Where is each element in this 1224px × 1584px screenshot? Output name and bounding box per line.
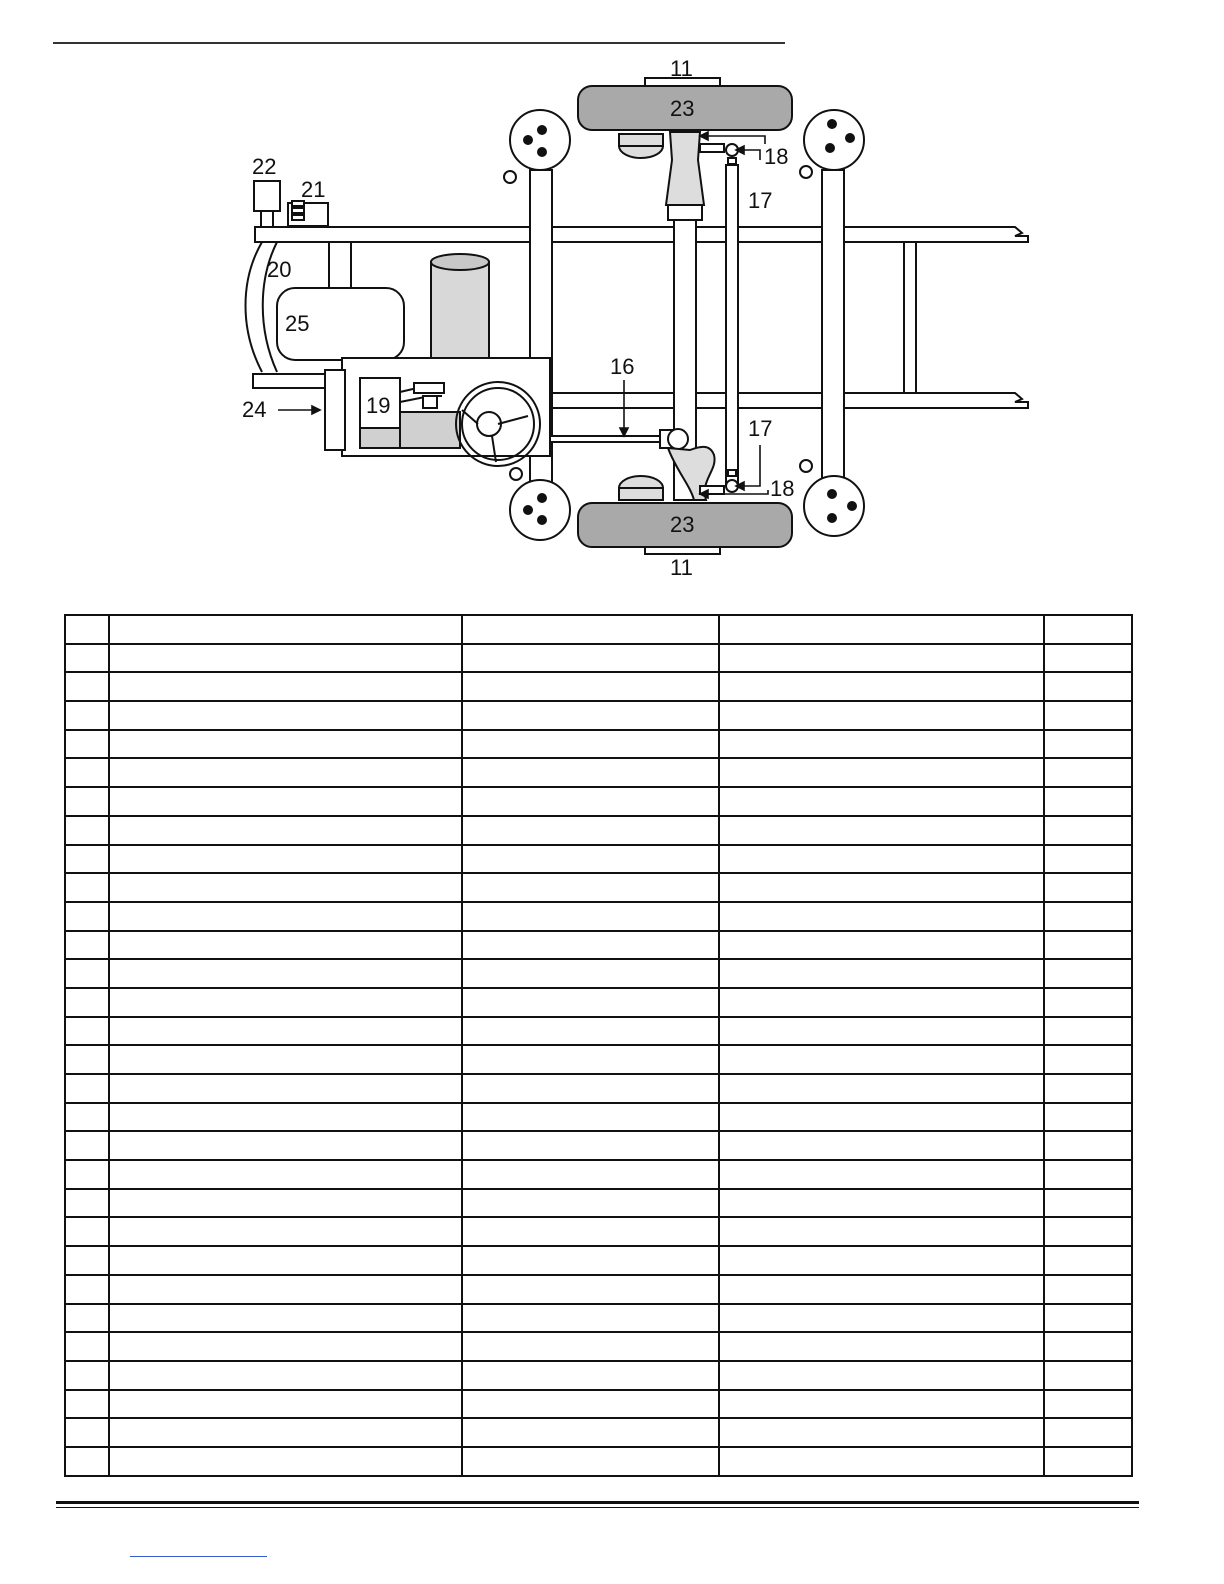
table-row (65, 758, 1132, 787)
table-cell (719, 1045, 1044, 1074)
table-cell (719, 1418, 1044, 1447)
table-row (65, 1418, 1132, 1447)
table-row (65, 1160, 1132, 1189)
table-cell (109, 988, 462, 1017)
table-cell (462, 845, 719, 874)
table-cell (462, 615, 719, 644)
table-cell (462, 988, 719, 1017)
callout-17-top: 17 (748, 188, 773, 213)
table-cell (65, 1160, 109, 1189)
callout-24: 24 (242, 397, 267, 422)
fuse-box (288, 201, 328, 226)
table-cell (65, 988, 109, 1017)
table-cell (719, 787, 1044, 816)
table-cell (719, 1246, 1044, 1275)
table-cell (719, 730, 1044, 759)
table-cell (462, 758, 719, 787)
table-cell (462, 730, 719, 759)
table-cell (109, 615, 462, 644)
battery (254, 181, 280, 227)
callout-16: 16 (610, 354, 635, 379)
callout-23-bottom: 23 (670, 512, 695, 537)
table-cell (462, 701, 719, 730)
table-row (65, 1189, 1132, 1218)
table-row (65, 873, 1132, 902)
table-row (65, 701, 1132, 730)
upper-knuckle (666, 132, 704, 220)
table-cell (462, 1246, 719, 1275)
table-cell (109, 1017, 462, 1046)
table-cell (719, 701, 1044, 730)
table-cell (719, 1275, 1044, 1304)
table-cell (109, 1160, 462, 1189)
table-cell (462, 1275, 719, 1304)
chassis-diagram (0, 0, 1224, 600)
table-cell (65, 816, 109, 845)
table-row (65, 816, 1132, 845)
table-cell (719, 1217, 1044, 1246)
table-cell (65, 959, 109, 988)
callout-17-bottom: 17 (748, 416, 773, 441)
table-cell (719, 845, 1044, 874)
table-cell (65, 1074, 109, 1103)
table-cell (65, 1246, 109, 1275)
callout-20: 20 (267, 257, 292, 282)
table-cell (719, 1017, 1044, 1046)
table-cell (462, 1160, 719, 1189)
table-row (65, 959, 1132, 988)
table-cell (109, 1390, 462, 1419)
table-cell (719, 615, 1044, 644)
footer-rule-thin (56, 1507, 1139, 1508)
table-cell (719, 1447, 1044, 1476)
table-cell (65, 787, 109, 816)
table-cell (65, 1390, 109, 1419)
grease-fitting-top (700, 144, 738, 164)
table-cell (65, 1361, 109, 1390)
table-cell (65, 1304, 109, 1333)
table-cell (462, 1103, 719, 1132)
table-cell (65, 845, 109, 874)
table-cell (65, 1045, 109, 1074)
table-row (65, 672, 1132, 701)
table-cell (1044, 672, 1132, 701)
footer-rule (56, 1501, 1139, 1504)
table-cell (109, 845, 462, 874)
table-cell (1044, 644, 1132, 673)
callout-19: 19 (366, 393, 391, 418)
table-cell (109, 1447, 462, 1476)
table-cell (109, 730, 462, 759)
table-row (65, 1131, 1132, 1160)
callout-18-top: 18 (764, 144, 789, 169)
table-cell (1044, 1217, 1132, 1246)
brake-drum-top (619, 134, 663, 158)
callout-18-bottom: 18 (770, 476, 795, 501)
table-cell (109, 873, 462, 902)
hub-rear-left (800, 110, 864, 178)
table-cell (65, 1103, 109, 1132)
table-cell (109, 959, 462, 988)
callout-25: 25 (285, 311, 310, 336)
table-row (65, 1361, 1132, 1390)
table-row (65, 787, 1132, 816)
table-cell (65, 931, 109, 960)
table-cell (65, 1447, 109, 1476)
parts-table (64, 614, 1133, 1477)
table-cell (109, 787, 462, 816)
table-cell (1044, 1418, 1132, 1447)
table-cell (719, 931, 1044, 960)
table-cell (1044, 1131, 1132, 1160)
callout-21: 21 (301, 177, 326, 202)
table-cell (1044, 1246, 1132, 1275)
table-cell (719, 1131, 1044, 1160)
table-cell (109, 672, 462, 701)
table-cell (109, 644, 462, 673)
callout-11-top: 11 (670, 56, 693, 81)
table-cell (65, 873, 109, 902)
table-cell (462, 1131, 719, 1160)
table-cell (109, 1074, 462, 1103)
table-cell (1044, 1447, 1132, 1476)
table-cell (109, 1131, 462, 1160)
table-cell (1044, 816, 1132, 845)
table-cell (462, 672, 719, 701)
table-row (65, 1045, 1132, 1074)
table-row (65, 1217, 1132, 1246)
table-cell (1044, 1390, 1132, 1419)
table-cell (109, 1217, 462, 1246)
table-cell (65, 1217, 109, 1246)
table-cell (462, 931, 719, 960)
table-cell (65, 1275, 109, 1304)
table-cell (65, 701, 109, 730)
table-row (65, 931, 1132, 960)
table-cell (462, 1304, 719, 1333)
table-cell (109, 701, 462, 730)
table-row (65, 1447, 1132, 1476)
table-row (65, 1390, 1132, 1419)
table-cell (462, 816, 719, 845)
table-row (65, 1017, 1132, 1046)
table-cell (462, 1217, 719, 1246)
table-cell (719, 1304, 1044, 1333)
table-cell (462, 902, 719, 931)
table-cell (719, 758, 1044, 787)
table-row (65, 845, 1132, 874)
table-cell (1044, 873, 1132, 902)
table-cell (462, 1361, 719, 1390)
table-row (65, 730, 1132, 759)
table-cell (719, 1103, 1044, 1132)
table-cell (719, 988, 1044, 1017)
table-cell (109, 1246, 462, 1275)
table-row (65, 615, 1132, 644)
table-cell (65, 1418, 109, 1447)
table-row (65, 1103, 1132, 1132)
table-cell (719, 1332, 1044, 1361)
table-cell (65, 1189, 109, 1218)
table-cell (719, 902, 1044, 931)
table-cell (1044, 959, 1132, 988)
table-cell (719, 672, 1044, 701)
table-cell (1044, 615, 1132, 644)
table-cell (109, 1045, 462, 1074)
table-row (65, 988, 1132, 1017)
table-cell (1044, 1361, 1132, 1390)
table-cell (462, 1074, 719, 1103)
table-cell (719, 1160, 1044, 1189)
table-cell (1044, 1275, 1132, 1304)
table-cell (1044, 988, 1132, 1017)
table-cell (109, 758, 462, 787)
table-cell (109, 902, 462, 931)
table-cell (109, 1275, 462, 1304)
table-cell (462, 1017, 719, 1046)
table-cell (719, 644, 1044, 673)
table-row (65, 1275, 1132, 1304)
table-cell (462, 1332, 719, 1361)
callout-22: 22 (252, 154, 277, 179)
table-cell (1044, 1074, 1132, 1103)
table-cell (65, 1131, 109, 1160)
table-cell (65, 1332, 109, 1361)
table-cell (462, 1418, 719, 1447)
table-row (65, 1304, 1132, 1333)
table-cell (462, 1189, 719, 1218)
parts-table-body (65, 615, 1132, 1476)
table-cell (109, 816, 462, 845)
table-cell (1044, 758, 1132, 787)
table-cell (719, 1074, 1044, 1103)
table-row (65, 1074, 1132, 1103)
table-cell (1044, 1103, 1132, 1132)
table-cell (109, 1418, 462, 1447)
callout-23-top: 23 (670, 96, 695, 121)
table-cell (719, 1390, 1044, 1419)
table-cell (719, 959, 1044, 988)
table-cell (65, 1017, 109, 1046)
table-cell (1044, 1189, 1132, 1218)
table-cell (1044, 787, 1132, 816)
table-cell (719, 816, 1044, 845)
table-cell (1044, 1017, 1132, 1046)
cab-box (325, 358, 550, 456)
table-row (65, 1332, 1132, 1361)
table-cell (462, 1390, 719, 1419)
table-cell (462, 644, 719, 673)
table-cell (65, 672, 109, 701)
table-row (65, 644, 1132, 673)
table-cell (109, 1304, 462, 1333)
table-cell (1044, 1304, 1132, 1333)
table-cell (65, 615, 109, 644)
table-cell (462, 959, 719, 988)
table-cell (719, 1361, 1044, 1390)
table-cell (109, 1332, 462, 1361)
table-cell (1044, 845, 1132, 874)
table-cell (65, 730, 109, 759)
footer-link-underline[interactable] (130, 1556, 267, 1557)
table-cell (109, 1361, 462, 1390)
table-cell (1044, 1332, 1132, 1361)
table-cell (462, 1045, 719, 1074)
table-row (65, 902, 1132, 931)
table-cell (109, 1189, 462, 1218)
table-cell (462, 873, 719, 902)
callout-11-bottom: 11 (670, 555, 693, 580)
table-cell (1044, 902, 1132, 931)
table-cell (1044, 701, 1132, 730)
table-row (65, 1246, 1132, 1275)
table-cell (1044, 1045, 1132, 1074)
table-cell (1044, 730, 1132, 759)
parts-table-wrapper (64, 614, 1131, 1477)
table-cell (65, 902, 109, 931)
table-cell (1044, 931, 1132, 960)
table-cell (109, 931, 462, 960)
table-cell (109, 1103, 462, 1132)
table-cell (462, 787, 719, 816)
table-cell (65, 644, 109, 673)
table-cell (1044, 1160, 1132, 1189)
table-cell (65, 758, 109, 787)
table-cell (719, 1189, 1044, 1218)
table-cell (462, 1447, 719, 1476)
table-cell (719, 873, 1044, 902)
brake-drum-bottom (619, 476, 663, 500)
air-tank (431, 254, 489, 362)
